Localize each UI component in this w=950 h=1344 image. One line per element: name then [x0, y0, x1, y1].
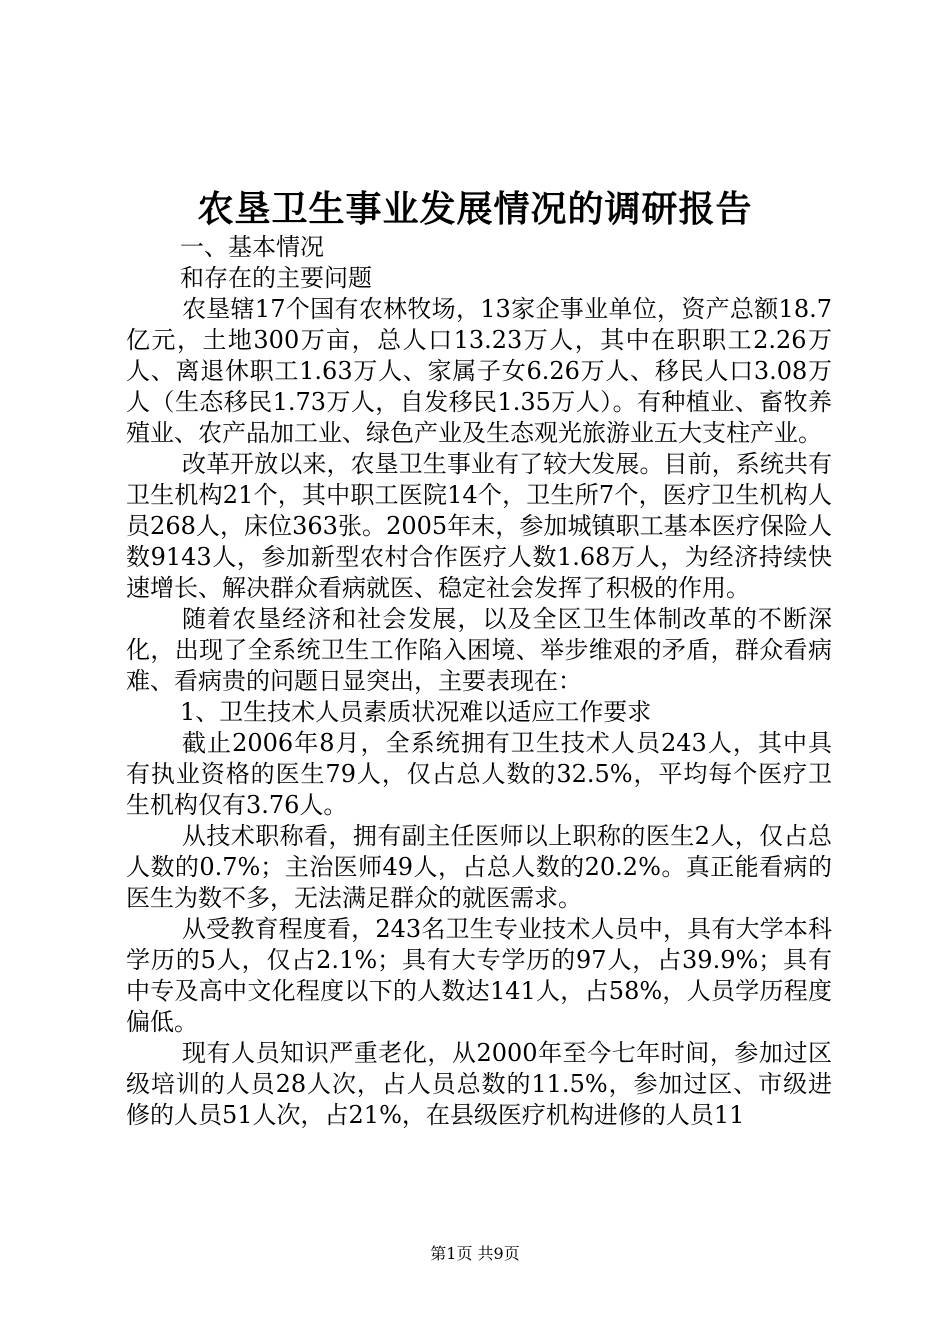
page-footer: 第1页 共9页: [430, 1244, 520, 1263]
paragraph: 改革开放以来，农垦卫生事业有了较大发展。目前，系统共有卫生机构21个，其中职工医院14个，卫生所7个，医疗卫生机构人员268人，床位363张。2005年末，参加城镇职工基本医疗保险人数9143人，参加新型农村合作医疗人数1.68万人，为经济持续快速增长、解决群众看病就医、稳定社会发挥了积极的作用。: [126, 450, 832, 602]
document-title: 农垦卫生事业发展情况的调研报告: [197, 188, 753, 230]
section-subheading: 和存在的主要问题: [180, 264, 372, 292]
paragraph: 随着农垦经济和社会发展，以及全区卫生体制改革的不断深化，出现了全系统卫生工作陷入困境、举步维艰的矛盾，群众看病难、看病贵的问题日显突出，主要表现在：: [126, 605, 832, 695]
paragraph: 截止2006年8月，全系统拥有卫生技术人员243人，其中具有执业资格的医生79人，仅占总人数的32.5%，平均每个医疗卫生机构仅有3.76人。: [126, 729, 832, 819]
subsection-heading: 1、卫生技术人员素质状况难以适应工作要求: [180, 698, 652, 726]
paragraph: 现有人员知识严重老化，从2000年至今七年时间，参加过区级培训的人员28人次，占人员总数的11.5%，参加过区、市级进修的人员51人次，占21%，在县级医疗机构进修的人员11: [126, 1039, 832, 1129]
document-body: [126, 232, 832, 1131]
paragraph: 农垦辖17个国有农林牧场，13家企事业单位，资产总额18.7亿元，土地300万亩，总人口13.23万人，其中在职职工2.26万人、离退休职工1.63万人、家属子女6.26万人、移民人口3.08万人（生态移民1.73万人，自发移民1.35万人）。有种植业、畜牧养殖业、农产品加工业、绿色产业及生态观光旅游业五大支柱产业。: [126, 295, 832, 447]
paragraph: 从技术职称看，拥有副主任医师以上职称的医生2人，仅占总人数的0.7%；主治医师49人，占总人数的20.2%。真正能看病的医生为数不多，无法满足群众的就医需求。: [126, 822, 832, 912]
section-heading: 一、基本情况: [180, 233, 324, 261]
paragraph: 从受教育程度看，243名卫生专业技术人员中，具有大学本科学历的5人，仅占2.1%；具有大专学历的97人，占39.9%；具有中专及高中文化程度以下的人数达141人，占58%，人员学历程度偏低。: [126, 915, 832, 1036]
